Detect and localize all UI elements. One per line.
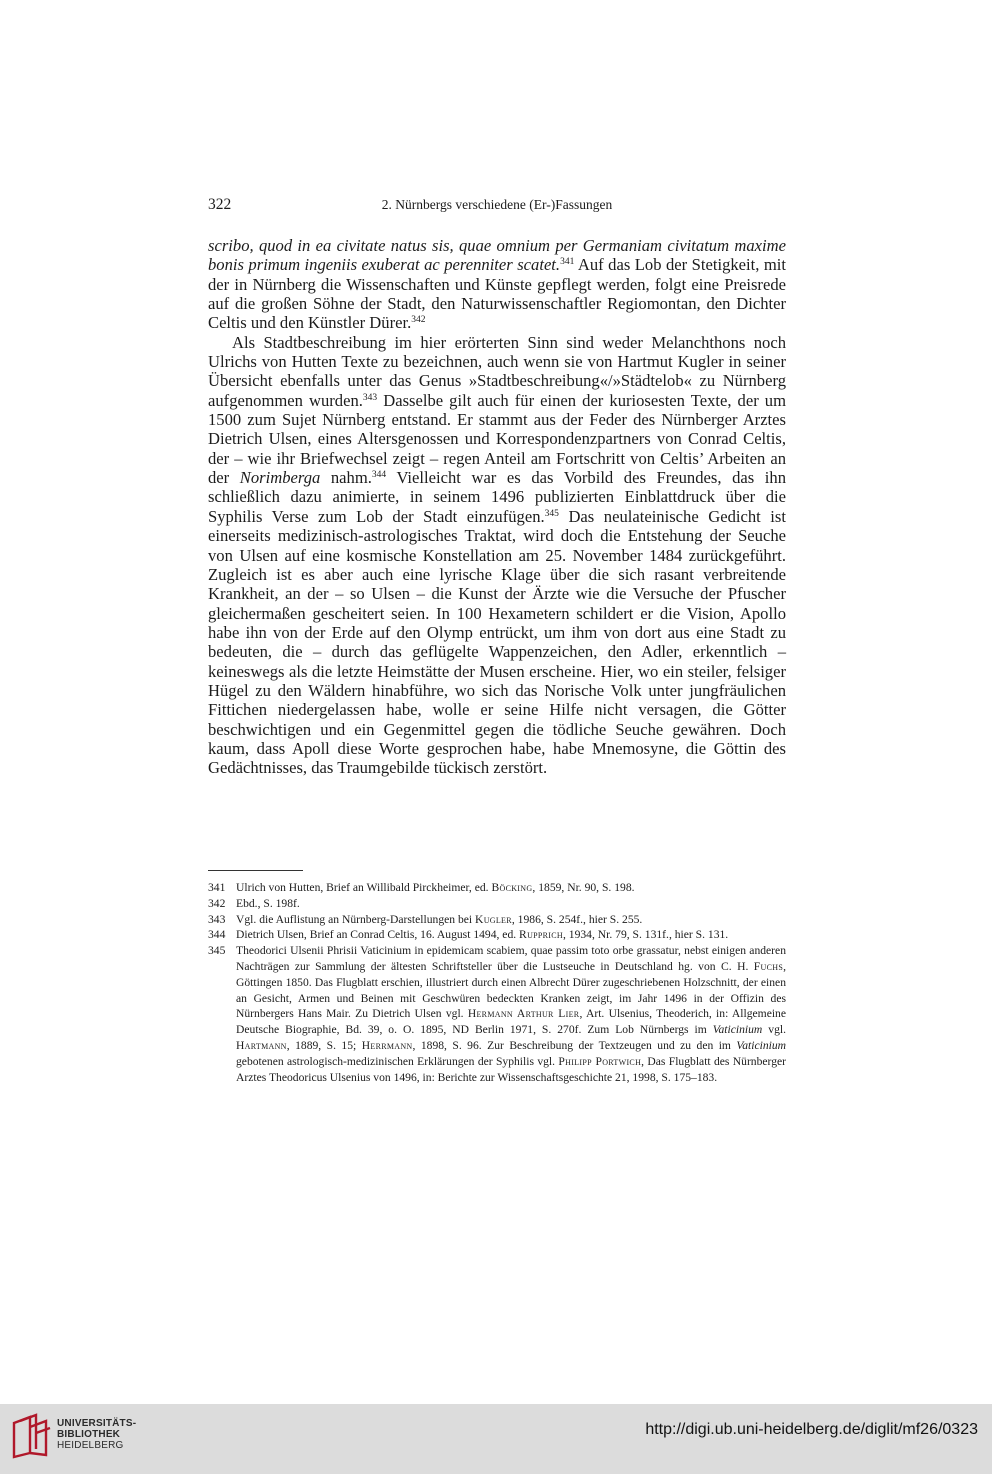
footnote-number: 341 (208, 881, 226, 894)
footnote-342 (208, 896, 786, 912)
work-title: Vaticinium (736, 1038, 787, 1052)
paragraph-2 (208, 333, 786, 778)
library-logo-icon (10, 1413, 52, 1459)
footnote-text: Dietrich Ulsen, Brief an Conrad Celtis, 16. August 1494, ed. (236, 928, 520, 942)
paragraph-2-text-d: Vielleicht war es das Vorbild des Freundes, das ihn schließlich dazu animierte, in seinem 1496 publizierten Einblattdruck über die Syphilis Verse zum Lob der Stadt einzufügen. (208, 468, 786, 526)
footnote-text: Ebd., S. 198f. (236, 896, 300, 910)
page-number: 322 (208, 196, 232, 213)
footnote-text: , 1934, Nr. 79, S. 131f., hier S. 131. (562, 928, 729, 942)
library-logo-text (57, 1418, 136, 1451)
author-name: Rupprich (519, 928, 563, 942)
footnote-text: Theodorici Ulsenii Phrisii Vaticinium in epidemicam scabiem, quae passim toto orbe grassatur, nebst einigen anderen Nachträgen zur Sammlung der ältesten Schriftsteller über die Lustseuche in Deutschland hg. von C. H. (236, 944, 786, 973)
author-name: Herrmann (361, 1038, 413, 1052)
paragraph-1-text: Auf das Lob der Stetigkeit, mit der in Nürnberg die Wissenschaften und Künste gepflegt werden, folgt eine Preisrede auf die großen Söhne der Stadt, den Naturwissenschaftler Regiomontan, den Dichter Celtis und den Künstler Dürer. (208, 255, 786, 333)
footnote-text: , Art. Ulsenius, Theoderich, in: Allgemeine Deutsche Biographie, Bd. 39, o. O. 1895, ND Berlin 1971, S. 270f. Zum Lob Nürnbergs im (236, 1007, 786, 1037)
running-title: 2. Nürnbergs verschiedene (Er-)Fassungen (381, 197, 613, 212)
paragraph-2-text-a: Als Stadtbeschreibung im hier erörterten Sinn sind weder Melanchthons noch Ulrichs von Hutten Texte zu bezeichnen, auch wenn sie von Hartmut Kugler in seiner Übersicht ebenfalls unter das Genus »Stadtbeschreibung«/»Städtelob« zu Nürnberg aufgenommen wurden. (208, 332, 786, 410)
paragraph-1 (208, 236, 786, 333)
footnote-divider (208, 870, 303, 871)
footnote-344 (208, 927, 786, 943)
footnote-ref-344[interactable]: 344 (371, 470, 387, 481)
author-name: Fuchs (753, 959, 784, 973)
logo-line-3: HEIDELBERG (57, 1440, 124, 1451)
running-head (208, 193, 786, 217)
footnote-ref-341[interactable]: 341 (560, 257, 575, 268)
author-name: Böcking (491, 881, 533, 894)
footnote-number: 345 (208, 944, 226, 958)
permalink-url[interactable]: http://digi.ub.uni-heidelberg.de/diglit/mf26/0323 (645, 1421, 978, 1438)
paragraph-2-text-e: Das neulateinische Gedicht ist einerseits medizinisch-astrologisches Traktat, wird doch die Entstehung der Seuche von Ulsen auf eine kosmische Konstellation am 25. November 1484 zurückgeführt. Zugleich ist es aber auch eine lyrische Klage über die sich rasant verbreitende Krankheit, an der – so Ulsen – die Kunst der Ärzte wie die Versuche der Pfuscher gleichermaßen gescheitert seien. In 100 Hexametern schildert er die Vision, Apollo habe ihn von der Erde auf den Olymp entrückt, um ihm von dort aus eine Stadt zu bedeuten, die – durch das geflügelte Wappenzeichen, den Adler, erkenntlich – keineswegs als die letzte Heimstätte der Musen erscheine. Hier, wo ein steiler, felsiger Hügel zu den Wäldern hinabführe, wo sich das Norische Volk unter jungfräulichen Fittichen niedergelassen habe, wolle er seine Hilfe nicht versagen, die Götter beschwichtigen und ein Gegenmittel gegen die tödliche Seuche gewähren. Doch kaum, dass Apoll diese Worte gesprochen habe, habe Mnemosyne, die Göttin des Gedächtnisses, das Traumgebilde tückisch zerstört. (208, 506, 786, 778)
paragraph-2-text-c: nahm. (320, 468, 372, 488)
footnote-number: 342 (208, 896, 226, 910)
footnotes (208, 880, 786, 1085)
work-title-norimberga: Norimberga (239, 468, 321, 488)
author-name: Hermann Arthur Lier (467, 1007, 580, 1021)
logo-line-1: UNIVERSITÄTS- (57, 1418, 137, 1429)
footnote-text: vgl. (762, 1023, 786, 1037)
footnote-ref-343[interactable]: 343 (362, 392, 378, 403)
latin-quote: scribo, quod in ea civitate natus sis, quae omnium per Germaniam civitatum maxime bonis primum ingeniis exuberat ac perenniter scatet. (208, 236, 786, 275)
footnote-text: Ulrich von Hutten, Brief an Willibald Pirckheimer, ed. (236, 881, 492, 894)
footnote-text: , 1889, S. 15; (286, 1038, 362, 1052)
footnote-343 (208, 912, 786, 928)
author-name: Kugler (475, 912, 512, 926)
footnote-ref-342[interactable]: 342 (411, 315, 426, 326)
footnote-345 (208, 943, 786, 1085)
author-name: Hartmann (236, 1038, 287, 1052)
footnote-text: , 1898, S. 96. Zur Beschreibung der Textzeugen und zu den im (412, 1038, 737, 1052)
logo-line-2: BIBLIOTHEK (57, 1429, 121, 1440)
body-text (208, 236, 786, 778)
footnote-text: , 1986, S. 254f., hier S. 255. (511, 912, 643, 926)
footnote-number: 343 (208, 912, 226, 926)
footnote-text: gebotenen astrologisch-medizinischen Erklärungen der Syphilis vgl. (236, 1054, 559, 1068)
work-title: Vaticinium (712, 1023, 763, 1037)
library-footer-bar (0, 1404, 992, 1474)
footnote-number: 344 (208, 928, 226, 942)
paragraph-2-text-b: Dasselbe gilt auch für einen der kuriosesten Texte, der um 1500 zum Sujet Nürnberg entstand. Er stammt aus der Feder des Nürnberger Arztes Dietrich Ulsen, eines Altersgenossen und Korrespondenzpartners von Conrad Celtis, der – wie ihr Briefwechsel zeigt – regen Anteil am Fortschritt von Celtis’ Arbeiten an der (208, 390, 787, 488)
footnote-text: , 1859, Nr. 90, S. 198. (532, 881, 635, 894)
footnote-341 (208, 880, 786, 896)
footnote-text: Vgl. die Auflistung an Nürnberg-Darstellungen bei (236, 912, 476, 926)
footnote-ref-345[interactable]: 345 (544, 508, 559, 519)
footnote-text: , Göttingen 1850. Das Flugblatt erschien, illustriert durch einen Albrecht Dürer zugeschriebenen Holzschnitt, der einen an Gesicht, Armen und Beinen mit Geschwüren bedeckten Kranken zeigt, im Jahr 1496 in der Offizin des Nürnbergers Hans Mair. Zu Dietrich Ulsen vgl. (236, 959, 786, 1021)
footnote-text: , Das Flugblatt des Nürnberger Arztes Theodoricus Ulsenius von 1496, in: Berichte zur Wissenschaftsgeschichte 21, 1998, S. 175–183. (236, 1054, 786, 1084)
author-name: Philipp Portwich (558, 1054, 642, 1068)
